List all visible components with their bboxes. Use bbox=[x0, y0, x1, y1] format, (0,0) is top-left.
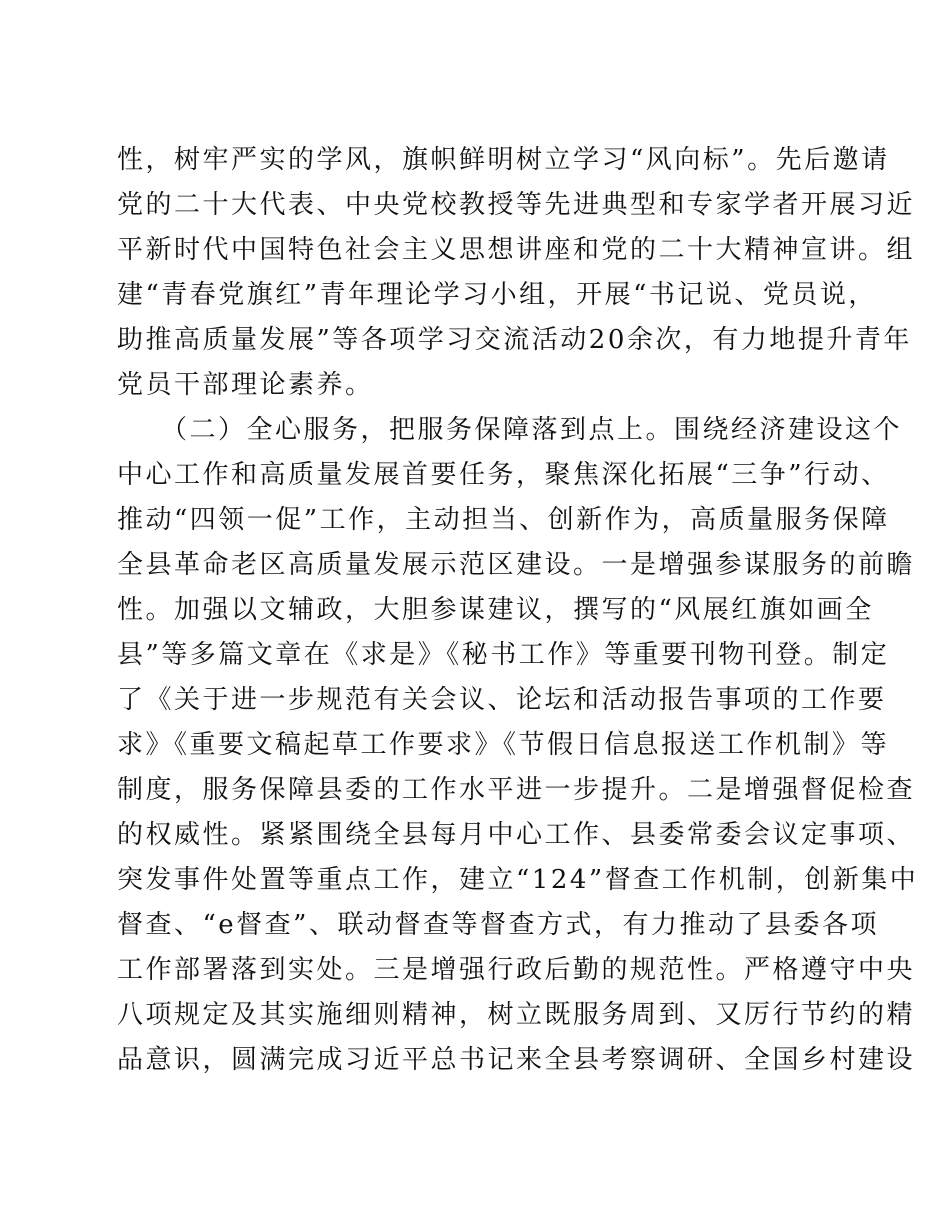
section-heading-line: （二）全心服务，把服务保障落到点上。围绕经济建设这个 bbox=[117, 415, 903, 445]
text-line: 性，树牢严实的学风，旗帜鲜明树立学习“风向标”。先后邀请 bbox=[117, 145, 890, 175]
text-line: 督查、“e督查”、联动督查等督查方式，有力推动了县委各项 bbox=[117, 910, 879, 940]
text-line: 工作部署落到实处。三是增强行政后勤的规范性。严格遵守中央 bbox=[117, 955, 916, 985]
text-line: 求》《重要文稿起草工作要求》《节假日信息报送工作机制》等 bbox=[117, 730, 890, 760]
text-line: 县”等多篇文章在《求是》《秘书工作》等重要刊物刊登。制定 bbox=[117, 640, 890, 670]
text-line: 品意识，圆满完成习近平总书记来全县考察调研、全国乡村建设 bbox=[117, 1045, 916, 1075]
text-line: 中心工作和高质量发展首要任务，聚焦深化拓展“三争”行动、 bbox=[117, 460, 890, 490]
text-line: 推动“四领一促”工作，主动担当、创新作为，高质量服务保障 bbox=[117, 505, 890, 535]
text-line: 制度，服务保障县委的工作水平进一步提升。二是增强督促检查 bbox=[117, 775, 916, 805]
text-line: 了《关于进一步规范有关会议、论坛和活动报告事项的工作要 bbox=[117, 685, 887, 715]
text-line: 助推高质量发展”等各项学习交流活动20余次，有力地提升青年 bbox=[117, 325, 912, 355]
text-line: 平新时代中国特色社会主义思想讲座和党的二十大精神宣讲。组 bbox=[117, 235, 916, 265]
text-line: 全县革命老区高质量发展示范区建设。一是增强参谋服务的前瞻 bbox=[117, 550, 916, 580]
text-line: 党员干部理论素养。 bbox=[117, 370, 374, 400]
text-line: 八项规定及其实施细则精神，树立既服务周到、又厉行节约的精 bbox=[117, 1000, 916, 1030]
text-line: 性。加强以文辅政，大胆参谋建议，撰写的“风展红旗如画全 bbox=[117, 595, 874, 625]
text-line: 建“青春党旗红”青年理论学习小组，开展“书记说、党员说， bbox=[117, 280, 877, 310]
text-line: 党的二十大代表、中央党校教授等先进典型和专家学者开展习近 bbox=[117, 190, 916, 220]
text-line: 突发事件处置等重点工作，建立“124”督查工作机制，创新集中 bbox=[117, 865, 919, 895]
body-text bbox=[117, 138, 919, 1083]
text-line: 的权威性。紧紧围绕全县每月中心工作、县委常委会议定事项、 bbox=[117, 820, 916, 850]
